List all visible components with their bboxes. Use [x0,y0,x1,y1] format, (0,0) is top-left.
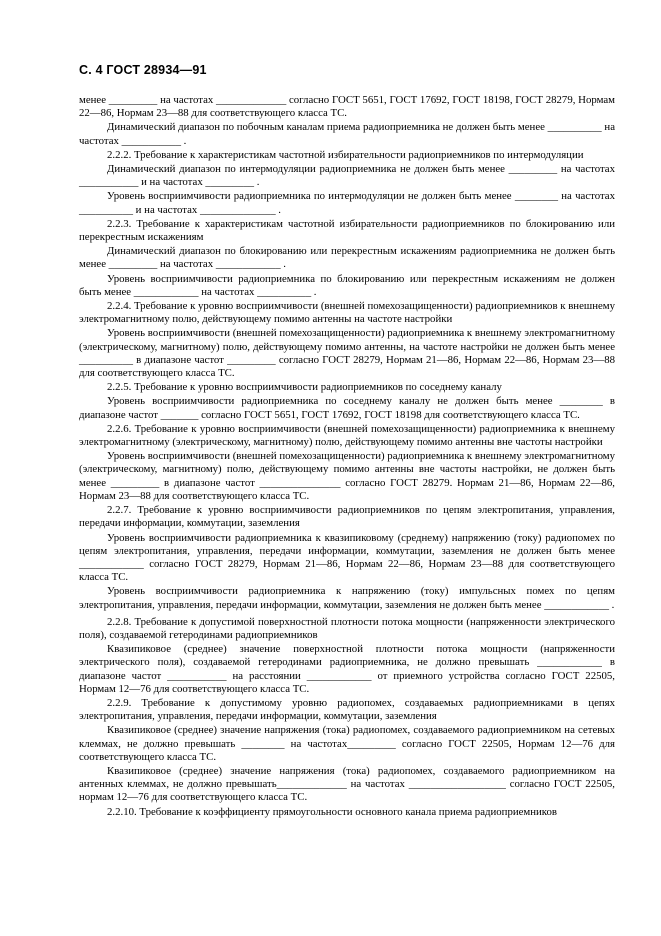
section-heading: 2.2.5. Требование к уровню восприимчивости радиоприемников по соседнему каналу [107,381,502,394]
paragraph: Уровень восприимчивости радиоприемника к квазипиковому (среднему) напряжению (току) радиопомех по цепям электропитания, управления, передачи информации, коммутации, заземления не должен быть менее ____________ согласно ГОСТ 28279, Нормам 21—86, Нормам 22—86, Нормам 23—88 для соответствующего класса ТС. [79,531,615,584]
section-heading: 2.2.6. Требование к уровню восприимчивости (внешней помехозащищенности) радиоприемника к внешнему электромагнитному (электрическому, магнитному) полю, действующему помимо антенны вне частоты настройки [79,422,615,449]
paragraph: Динамический диапазон по интермодуляции радиоприемника не должен быть менее _________ на частотах ___________ и на частотах _________ . [79,163,615,189]
section-heading: 2.2.10. Требование к коэффициенту прямоугольности основного канала приема радиоприемников [107,805,557,818]
paragraph: Уровень восприимчивости радиоприемника по соседнему каналу не должен быть менее ________ в диапазоне частот _______ согласно ГОСТ 5651, ГОСТ 17692, ГОСТ 18198 для соответствующего класса ТС. [79,395,615,421]
paragraph: Квазипиковое (среднее) значение поверхностной плотности потока мощности (напряженности электрического поля), создаваемой гетеродинами радиоприемника, не должно превышать ____________ в диапазоне частот ___________ на расстоянии ____________ от приемного устройства согласно ГОСТ 22505, Нормам 12—76 для соответствующего класса ТС. [79,643,615,695]
section-heading: 2.2.7. Требование к уровню восприимчивости радиоприемников по цепям электропитания, управления, передачи информации, коммутации, заземления [79,504,615,530]
paragraph: Уровень восприимчивости радиоприемника по блокированию или перекрестным искажениям не должен быть менее ____________ на частотах __________ . [79,272,615,298]
section-heading: 2.2.3. Требование к характеристикам частотной избирательности радиоприемников по блокированию или перекрестным искажениям [79,217,615,244]
section-heading: 2.2.9. Требование к допустимому уровню радиопомех, создаваемых радиоприемниками в цепях электропитания, управления, передачи информации, коммутации, заземления [79,696,615,723]
paragraph: Уровень восприимчивости (внешней помехозащищенности) радиоприемника к внешнему электромагнитному (электрическому, магнитному) полю, действующему помимо антенны, на частоте настройки не должен быть менее __________ в диапазоне частот _________ согласно ГОСТ 28279, Нормам 21—86, Нормам 22—86, Нормам 23—88 для соответствующего класса ТС. [79,327,615,380]
paragraph: менее _________ на частотах _____________ согласно ГОСТ 5651, ГОСТ 17692, ГОСТ 18198, ГОСТ 28279, Нормам 22—86, Нормам 23—88 для соответствующего класса ТС. [79,94,615,120]
paragraph: Уровень восприимчивости радиоприемника по интермодуляции не должен быть менее ________ на частотах __________ и на частотах ______________ . [79,190,615,216]
paragraph: Квазипиковое (среднее) значение напряжения (тока) радиопомех, создаваемого радиоприемником на антенных клеммах, не должно превышать_____________ на частотах __________________ согласно ГОСТ 22505, нормам 12—76 для соответствующего класса ТС. [79,764,615,804]
page-header: С. 4 ГОСТ 28934—91 [79,63,207,77]
paragraph: Уровень восприимчивости радиоприемника к напряжению (току) импульсных помех по цепям электропитания, управления, передачи информации, коммутации, заземления не должен быть менее ____________ . [79,585,615,611]
paragraph: Динамический диапазон по блокированию или перекрестным искажениям радиоприемника не должен быть менее _________ на частотах ____________ . [79,245,615,271]
section-heading: 2.2.4. Требование к уровню восприимчивости (внешней помехозащищенности) радиоприемников к внешнему электромагнитному полю, действующему помимо антенны на частоте настройки [79,300,615,326]
paragraph: Квазипиковое (среднее) значение напряжения (тока) радиопомех, создаваемого радиоприемником на сетевых клеммах, не должно превышать ________ на частотах_________ согласно ГОСТ 22505, Нормам 12—76 для соответствующего класса ТС. [79,724,615,763]
section-heading: 2.2.8. Требование к допустимой поверхностной плотности потока мощности (напряженности электрического поля), создаваемой гетеродинами радиоприемников [79,615,615,641]
section-heading: 2.2.2. Требование к характеристикам частотной избирательности радиоприемников по интермодуляции [107,148,584,161]
document-body [79,94,615,820]
paragraph: Динамический диапазон по побочным каналам приема радиоприемника не должен быть менее __________ на частотах ___________ . [79,121,615,147]
paragraph: Уровень восприимчивости (внешней помехозащищенности) радиоприемника к внешнему электромагнитному (электрическому, магнитному) полю, действующему помимо антенны вне частоты настройки, не должен быть менее _________ в диапазоне частот _______________ согласно ГОСТ 28279. Нормам 21—86, Нормам 22—86, Нормам 23—88 для соответствующего класса ТС. [79,450,615,502]
